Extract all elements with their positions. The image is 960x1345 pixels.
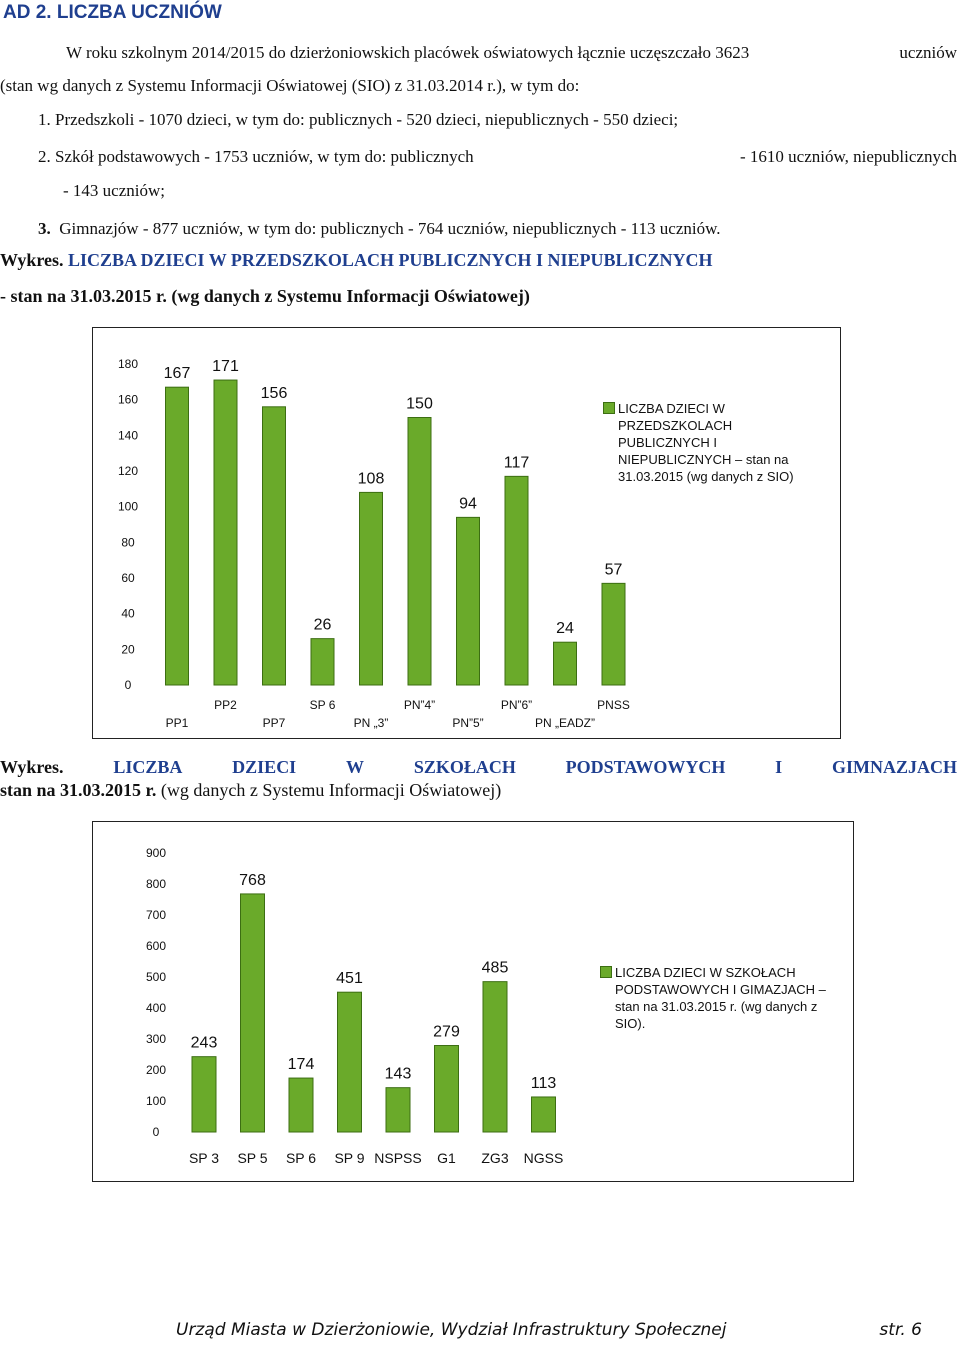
page-footer [176,1320,922,1340]
bar [311,639,334,685]
caption2-source: (wg danych z Systemu Informacji Oświatowej) [160,780,502,800]
caption-date: - stan na 31.03.2015 r. [0,286,167,306]
y-tick-label: 900 [145,846,167,860]
x-category-label: SP 3 [188,1150,220,1166]
caption2-word: Wykres. [0,757,64,777]
bar [532,1097,556,1132]
chart-preschools-plot [93,328,840,738]
caption2-word: I [775,757,783,777]
chart-schools [92,821,854,1182]
data-label: 171 [212,358,239,376]
x-category-label: PN”6” [500,698,533,712]
data-label: 57 [604,561,623,579]
bar [214,380,237,685]
caption2-word: PODSTAWOWYCH [565,757,726,777]
x-category-label: SP 5 [237,1150,268,1166]
chart2-caption-line-1 [0,757,957,778]
y-tick-label: 700 [145,908,167,922]
x-category-label: NGSS [523,1150,564,1166]
list-item-1: 1. Przedszkoli - 1070 dzieci, w tym do: publicznych - 520 dzieci, niepublicznych - 550 dzieci; [38,110,679,129]
data-label: 243 [190,1034,218,1052]
y-tick-label: 100 [117,499,139,514]
data-label: 768 [239,871,266,889]
bar [241,894,265,1132]
caption2-date: stan na 31.03.2015 r. [0,780,157,800]
chart1-caption-line-1 [0,250,712,271]
data-label: 167 [163,365,191,383]
list-item-2-b: - 1610 uczniów, niepublicznych [740,147,957,166]
data-label: 174 [287,1056,315,1074]
data-label: 451 [336,970,363,988]
bar [166,387,189,685]
y-tick-label: 300 [145,1032,167,1046]
y-tick-label: 800 [145,877,167,891]
data-label: 150 [406,395,433,413]
chart1-caption-line-2 [0,286,530,307]
list-item-3-text: Gimnazjów - 877 uczniów, w tym do: publicznych - 764 uczniów, niepublicznych - 113 uczniów. [59,219,721,238]
x-category-label: ZG3 [481,1150,509,1166]
data-label: 26 [313,616,332,634]
legend-label: LICZBA DZIECI W SZKOŁACH PODSTAWOWYCH I GIMAZJACH – stan na 31.03.2015 r. (wg danych z SIO). [615,965,826,1031]
intro-line-2: (stan wg danych z Systemu Informacji Oświatowej (SIO) z 31.03.2014 r.), w tym do: [0,76,580,95]
intro-line-1 [0,43,957,63]
page-number: str. 6 [879,1320,922,1340]
caption-title: LICZBA DZIECI W PRZEDSZKOLACH PUBLICZNYCH I NIEPUBLICZNYCH [68,250,713,270]
y-tick-label: 20 [121,642,135,657]
caption-prefix: Wykres. [0,250,64,270]
y-tick-label: 80 [121,535,135,550]
caption2-word: LICZBA [113,757,183,777]
data-label: 117 [503,454,530,472]
list-item-3-num: 3. [38,219,51,238]
x-category-label: SP 9 [334,1150,365,1166]
list-item-3 [38,219,721,239]
bar [554,642,577,685]
y-tick-label: 600 [145,939,167,953]
caption2-word: GIMNAZJACH [832,757,957,777]
legend-label: LICZBA DZIECI W PRZEDSZKOLACH PUBLICZNYCH I NIEPUBLICZNYCH – stan na 31.03.2015 (wg danych z SIO) [618,401,794,484]
x-category-label: G1 [437,1150,456,1166]
legend-swatch [603,402,615,414]
bar [338,992,362,1132]
data-label: 94 [459,495,477,513]
data-label: 485 [481,959,509,977]
bar [289,1078,313,1132]
y-tick-label: 140 [117,428,139,443]
y-tick-label: 40 [121,606,135,621]
caption2-word: W [346,757,365,777]
chart2-caption-line-2 [0,780,501,801]
chart-preschools [92,327,841,739]
data-label: 113 [530,1074,557,1092]
intro-text-end: uczniów [899,43,957,62]
x-category-label: PN „3” [353,716,389,730]
footer-text: Urząd Miasta w Dzierżoniowie, Wydział Infrastruktury Społecznej [176,1320,727,1340]
bar [408,418,431,686]
y-tick-label: 60 [121,571,135,585]
bar [602,583,625,685]
bar [435,1046,459,1132]
y-tick-label: 160 [117,392,139,407]
bar [483,982,507,1132]
legend-swatch [600,966,612,978]
section-heading: AD 2. LICZBA UCZNIÓW [3,2,222,23]
bar [360,492,383,685]
list-item-2-cont: - 143 uczniów; [63,181,165,200]
bar [386,1088,410,1132]
y-tick-label: 200 [145,1063,167,1077]
bar [505,476,528,685]
x-category-label: SP 6 [285,1150,317,1166]
y-tick-label: 0 [124,678,132,692]
caption2-word: SZKOŁACH [413,757,516,777]
x-category-label: NSPSS [374,1150,422,1166]
data-label: 108 [357,470,385,488]
bar [263,407,286,685]
x-category-label: PNSS [597,698,630,712]
y-tick-label: 180 [117,357,139,371]
x-category-label: PP7 [262,716,286,730]
intro-text: W roku szkolnym 2014/2015 do dzierżoniowskich placówek oświatowych łącznie uczęszczało 3623 [66,43,750,62]
caption2-word: DZIECI [232,757,297,777]
y-tick-label: 120 [117,464,139,478]
x-category-label: PN”5” [452,716,484,730]
caption-source: (wg danych z Systemu Informacji Oświatowej) [171,286,530,306]
x-category-label: PP1 [165,716,189,730]
x-category-label: SP 6 [309,698,336,712]
y-tick-label: 500 [145,970,167,984]
y-tick-label: 400 [145,1001,167,1015]
data-label: 24 [556,620,574,638]
bar [457,517,480,685]
data-label: 143 [384,1065,412,1083]
y-tick-label: 0 [152,1125,160,1139]
y-tick-label: 100 [145,1094,167,1108]
list-item-2 [0,147,957,167]
list-item-2-a: 2. Szkół podstawowych - 1753 uczniów, w tym do: publicznych [38,147,474,166]
bar [192,1057,216,1132]
data-label: 156 [260,384,288,402]
x-category-label: PN”4” [403,698,436,712]
x-category-label: PP2 [214,698,237,712]
data-label: 279 [433,1023,460,1041]
x-category-label: PN „EADZ” [535,716,595,730]
